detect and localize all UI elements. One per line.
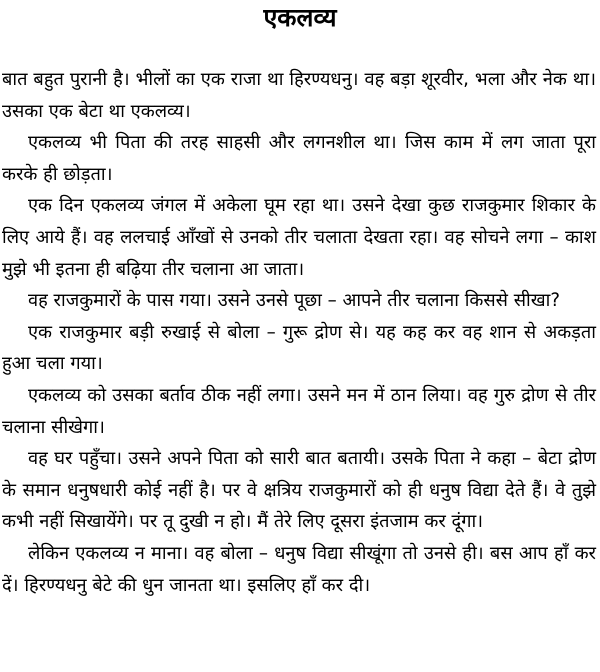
paragraph-3: एक दिन एकलव्य जंगल में अकेला घूम रहा था। उसने देखा कुछ राजकुमार शिकार के लिए आये हैं। वह ललचाई आँखों से उनको तीर चलाता देखता रहा। वह सोचने लगा – काश मुझे भी इतना ही बढ़िया तीर चलाना आ जाता। [2,195,596,280]
paragraph-8: लेकिन एकलव्य न माना। वह बोला – धनुष विद्या सीखूंगा तो उनसे ही। बस आप हाँ कर दें। हिरण्यधनु बेटे की धुन जानता था। इसलिए हाँ कर दी। [2,542,596,596]
story-body [2,64,596,601]
page-title: एकलव्य [263,3,337,32]
paragraph-5: एक राजकुमार बड़ी रुखाई से बोला – गुरू द्रोण से। यह कह कर वह शान से अकड़ता हुआ चला गया। [2,321,596,375]
paragraph-6: एकलव्य को उसका बर्ताव ठीक नहीं लगा। उसने मन में ठान लिया। वह गुरु द्रोण से तीर चलाना सीखेगा। [2,384,596,438]
paragraph-7: वह घर पहुँचा। उसने अपने पिता को सारी बात बतायी। उसके पिता ने कहा – बेटा द्रोण के समान धनुषधारी कोई नहीं है। पर वे क्षत्रिय राजकुमारों को ही धनुष विद्या देते हैं। वे तुझे कभी नहीं सिखायेंगे। पर तू दुखी न हो। मैं तेरे लिए दूसरा इंतजाम कर दूंगा। [2,448,596,533]
paragraph-4: वह राजकुमारों के पास गया। उसने उनसे पूछा – आपने तीर चलाना किससे सीखा? [28,290,561,312]
paragraph-1: बात बहुत पुरानी है। भीलों का एक राजा था हिरण्यधनु। वह बड़ा शूरवीर, भला और नेक था। उसका एक बेटा था एकलव्य। [2,69,596,122]
paragraph-2: एकलव्य भी पिता की तरह साहसी और लगनशील था। जिस काम में लग जाता पूरा करके ही छोड़ता। [2,132,596,185]
